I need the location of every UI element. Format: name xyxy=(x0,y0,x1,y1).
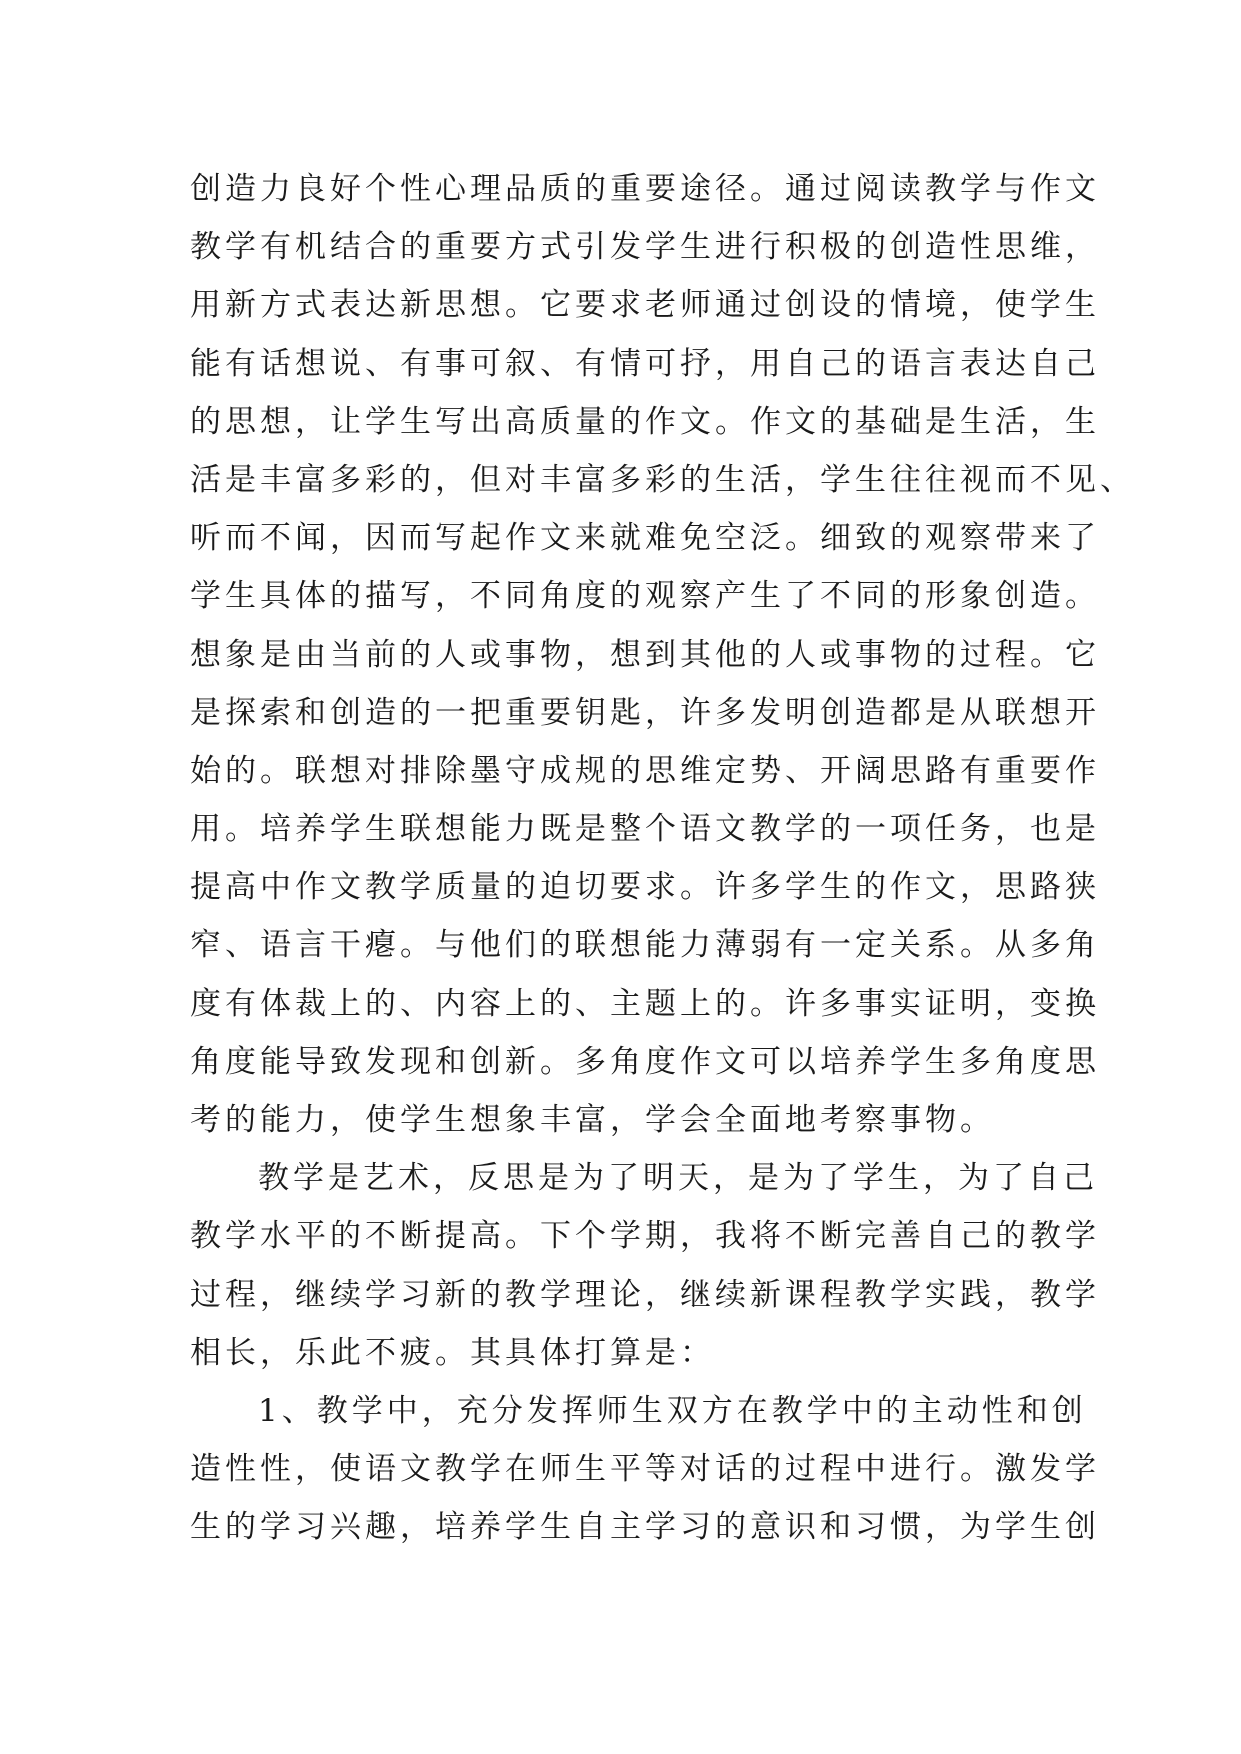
text-line: 的思想，让学生写出高质量的作文。作文的基础是生活，生 xyxy=(190,403,1100,440)
text-line: 创造力良好个性心理品质的重要途径。通过阅读教学与作文 xyxy=(190,171,1100,207)
text-line: 度有体裁上的、内容上的、主题上的。许多事实证明，变换 xyxy=(190,985,1100,1022)
text-line: 1、教学中，充分发挥师生双方在教学中的主动性和创 xyxy=(258,1392,1087,1429)
text-line: 是探索和创造的一把重要钥匙，许多发明创造都是从联想开 xyxy=(190,694,1100,731)
body-text xyxy=(190,160,1135,1557)
text-line: 能有话想说、有事可叙、有情可抒，用自己的语言表达自己 xyxy=(190,345,1100,382)
text-line: 窄、语言干瘪。与他们的联想能力薄弱有一定关系。从多角 xyxy=(190,927,1100,964)
text-line: 教学是艺术，反思是为了明天，是为了学生，为了自己 xyxy=(258,1160,1098,1197)
text-line: 教学有机结合的重要方式引发学生进行积极的创造性思维， xyxy=(190,229,1100,266)
text-line: 造性性，使语文教学在师生平等对话的过程中进行。激发学 xyxy=(190,1451,1100,1488)
text-line: 角度能导致发现和创新。多角度作文可以培养学生多角度思 xyxy=(190,1043,1100,1080)
text-line: 教学水平的不断提高。下个学期，我将不断完善自己的教学 xyxy=(190,1218,1100,1255)
text-line: 相长，乐此不疲。其具体打算是： xyxy=(190,1334,715,1371)
text-line: 过程，继续学习新的教学理论，继续新课程教学实践，教学 xyxy=(190,1276,1100,1313)
text-line: 用新方式表达新思想。它要求老师通过创设的情境，使学生 xyxy=(190,287,1100,324)
text-line: 用。培养学生联想能力既是整个语文教学的一项任务，也是 xyxy=(190,811,1100,848)
text-line: 始的。联想对排除墨守成规的思维定势、开阔思路有重要作 xyxy=(190,752,1100,789)
text-line: 学生具体的描写，不同角度的观察产生了不同的形象创造。 xyxy=(190,578,1100,615)
text-line: 想象是由当前的人或事物，想到其他的人或事物的过程。它 xyxy=(190,636,1100,673)
text-line: 提高中作文教学质量的迫切要求。许多学生的作文，思路狭 xyxy=(190,869,1100,906)
text-line: 生的学习兴趣，培养学生自主学习的意识和习惯，为学生创 xyxy=(190,1509,1100,1546)
text-line: 听而不闻，因而写起作文来就难免空泛。细致的观察带来了 xyxy=(190,520,1100,557)
text-line: 考的能力，使学生想象丰富，学会全面地考察事物。 xyxy=(190,1102,995,1138)
text-line: 活是丰富多彩的，但对丰富多彩的生活，学生往往视而不见、 xyxy=(190,461,1135,498)
